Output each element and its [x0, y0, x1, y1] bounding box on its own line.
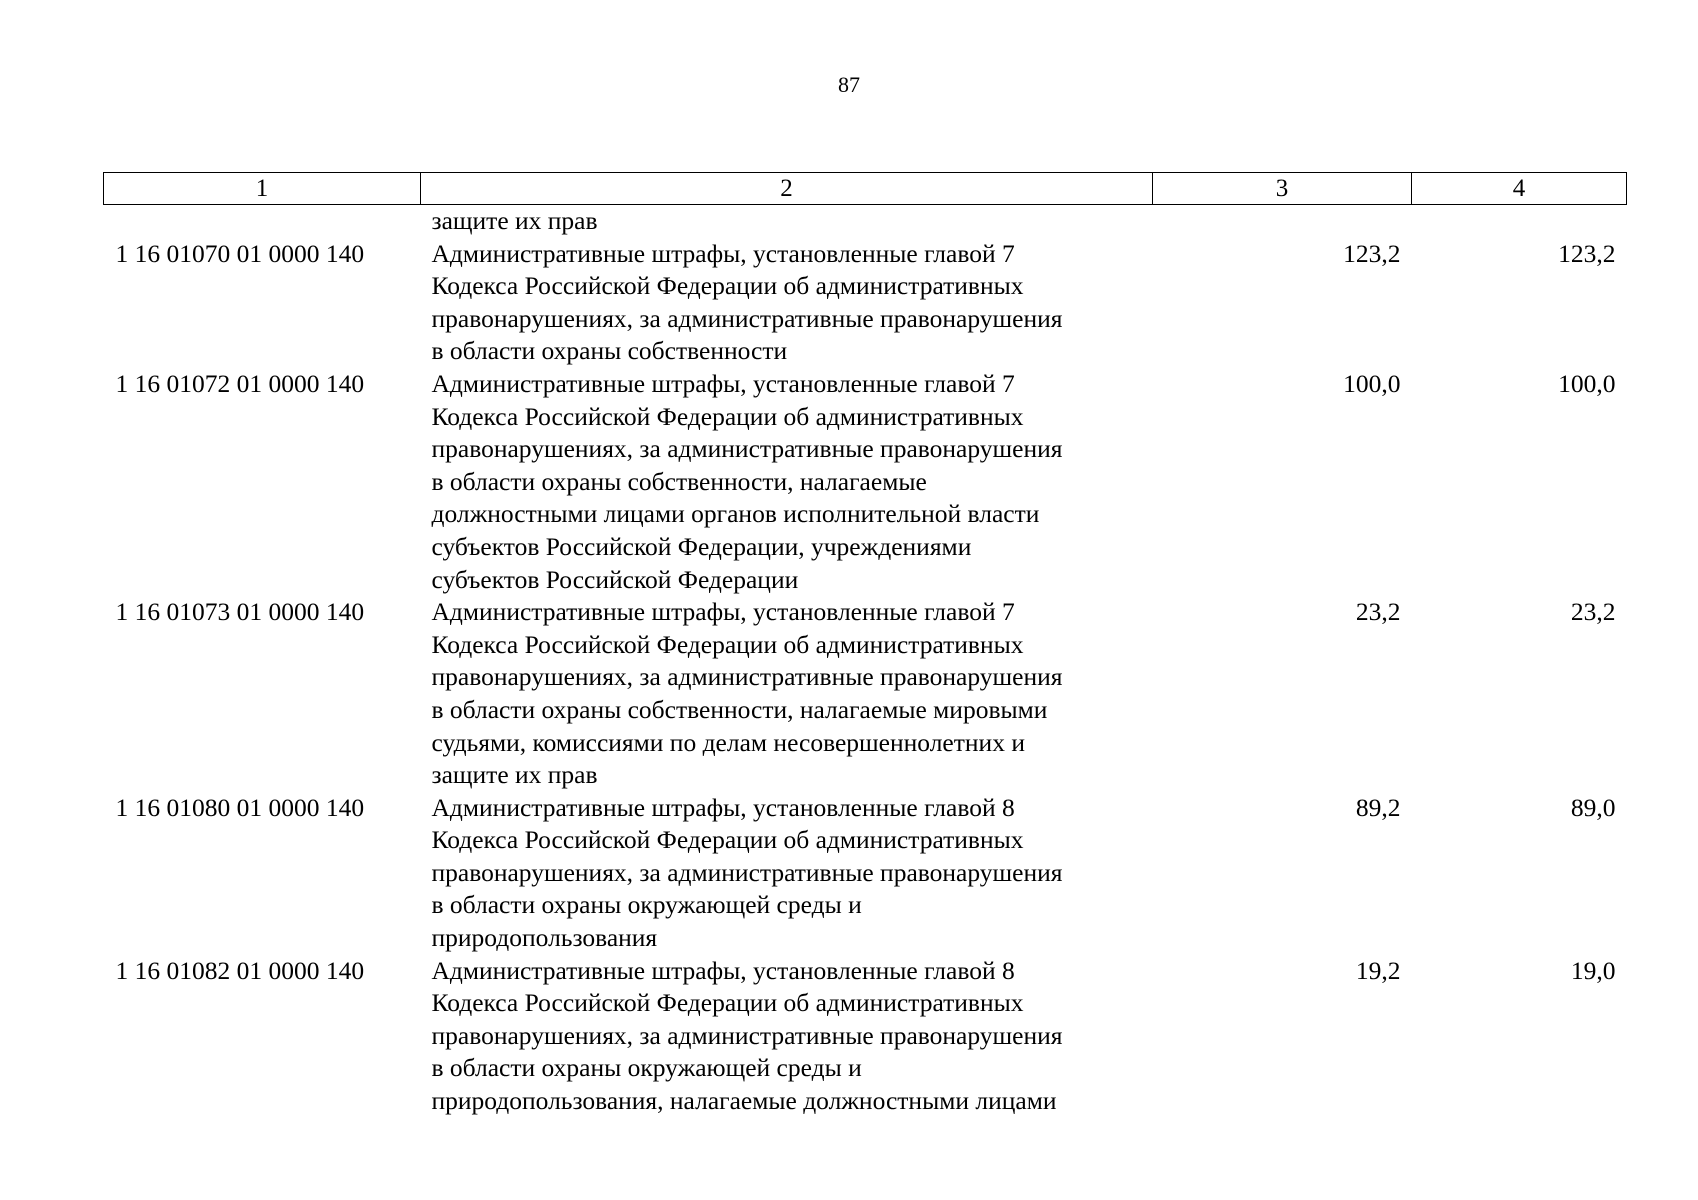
- revenue-name-line: субъектов Российской Федерации: [431, 564, 799, 594]
- table-row: [104, 205, 1627, 238]
- revenue-name-line: Административные штрафы, установленные главой 8: [431, 955, 1015, 985]
- table-row: [104, 955, 1627, 1118]
- revenue-name-line: в области охраны окружающей среды и: [431, 1053, 862, 1083]
- revenue-name: [421, 792, 1153, 955]
- revenue-name-line: в области охраны собственности, налагаемые мировыми: [431, 694, 1048, 724]
- classification-code: 1 16 01073 01 0000 140: [115, 597, 365, 627]
- table-row: [104, 238, 1627, 368]
- amount-column-4: 19,0: [1570, 955, 1616, 985]
- revenue-name-line: в области охраны окружающей среды и: [431, 890, 862, 920]
- revenue-name-line: правонарушениях, за административные правонарушения: [431, 857, 1063, 887]
- amount-column-3: 89,2: [1355, 792, 1401, 822]
- amount-column-4: 89,0: [1570, 792, 1616, 822]
- revenue-name-line: Кодекса Российской Федерации об административных: [431, 988, 1024, 1018]
- revenue-name-line: в области охраны собственности: [431, 336, 788, 366]
- table-row: [104, 368, 1627, 596]
- revenue-name-line: природопользования: [431, 923, 658, 953]
- revenue-name-line: в области охраны собственности, налагаемые: [431, 466, 927, 496]
- column-header-3: 3: [1153, 173, 1412, 205]
- amount-column-4: 23,2: [1570, 597, 1616, 627]
- classification-code: [104, 205, 421, 238]
- classification-code: 1 16 01070 01 0000 140: [115, 238, 365, 268]
- revenue-name: [421, 205, 1153, 238]
- revenue-name-line: защите их прав: [431, 206, 598, 235]
- page-number: 87: [838, 72, 860, 97]
- revenue-name-line: Кодекса Российской Федерации об административных: [431, 401, 1024, 431]
- budget-table: [103, 172, 1627, 1118]
- table-row: [104, 792, 1627, 955]
- classification-code: 1 16 01080 01 0000 140: [115, 792, 365, 822]
- revenue-name-line: правонарушениях, за административные правонарушения: [431, 662, 1063, 692]
- revenue-name: [421, 955, 1153, 1118]
- amount-column-3: 100,0: [1343, 368, 1401, 398]
- revenue-name-line: защите их прав: [431, 760, 598, 790]
- revenue-name: [421, 596, 1153, 792]
- revenue-name-line: природопользования, налагаемые должностными лицами: [431, 1086, 1057, 1116]
- amount-column-3: 19,2: [1355, 955, 1401, 985]
- revenue-name-line: правонарушениях, за административные правонарушения: [431, 434, 1063, 464]
- revenue-name: [421, 368, 1153, 596]
- revenue-name-line: Административные штрафы, установленные главой 8: [431, 792, 1015, 822]
- revenue-name-line: субъектов Российской Федерации, учреждениями: [431, 531, 972, 561]
- table-row: [104, 596, 1627, 792]
- classification-code: 1 16 01072 01 0000 140: [115, 368, 365, 398]
- table-body: [104, 205, 1627, 1118]
- classification-code: 1 16 01082 01 0000 140: [115, 955, 365, 985]
- revenue-name-line: Административные штрафы, установленные главой 7: [431, 238, 1015, 268]
- amount-column-3: 123,2: [1343, 238, 1401, 268]
- revenue-name-line: должностными лицами органов исполнительной власти: [431, 499, 1040, 529]
- revenue-name-line: Административные штрафы, установленные главой 7: [431, 597, 1015, 627]
- revenue-name: [421, 238, 1153, 368]
- revenue-name-line: Кодекса Российской Федерации об административных: [431, 825, 1024, 855]
- amount-column-3: [1153, 205, 1412, 238]
- column-header-2: 2: [421, 173, 1153, 205]
- revenue-name-line: правонарушениях, за административные правонарушения: [431, 1020, 1063, 1050]
- revenue-name-line: судьями, комиссиями по делам несовершеннолетних и: [431, 727, 1025, 757]
- revenue-name-line: Административные штрафы, установленные главой 7: [431, 368, 1015, 398]
- revenue-name-line: Кодекса Российской Федерации об административных: [431, 271, 1024, 301]
- table-header: [104, 173, 1627, 205]
- budget-table-container: [103, 172, 1626, 1118]
- amount-column-4: 123,2: [1558, 238, 1616, 268]
- amount-column-4: 100,0: [1558, 368, 1616, 398]
- revenue-name-line: правонарушениях, за административные правонарушения: [431, 303, 1063, 333]
- amount-column-4: [1412, 205, 1627, 238]
- column-header-4: 4: [1412, 173, 1627, 205]
- amount-column-3: 23,2: [1355, 597, 1401, 627]
- revenue-name-line: Кодекса Российской Федерации об административных: [431, 629, 1024, 659]
- column-header-1: 1: [104, 173, 421, 205]
- header-row: [104, 173, 1627, 205]
